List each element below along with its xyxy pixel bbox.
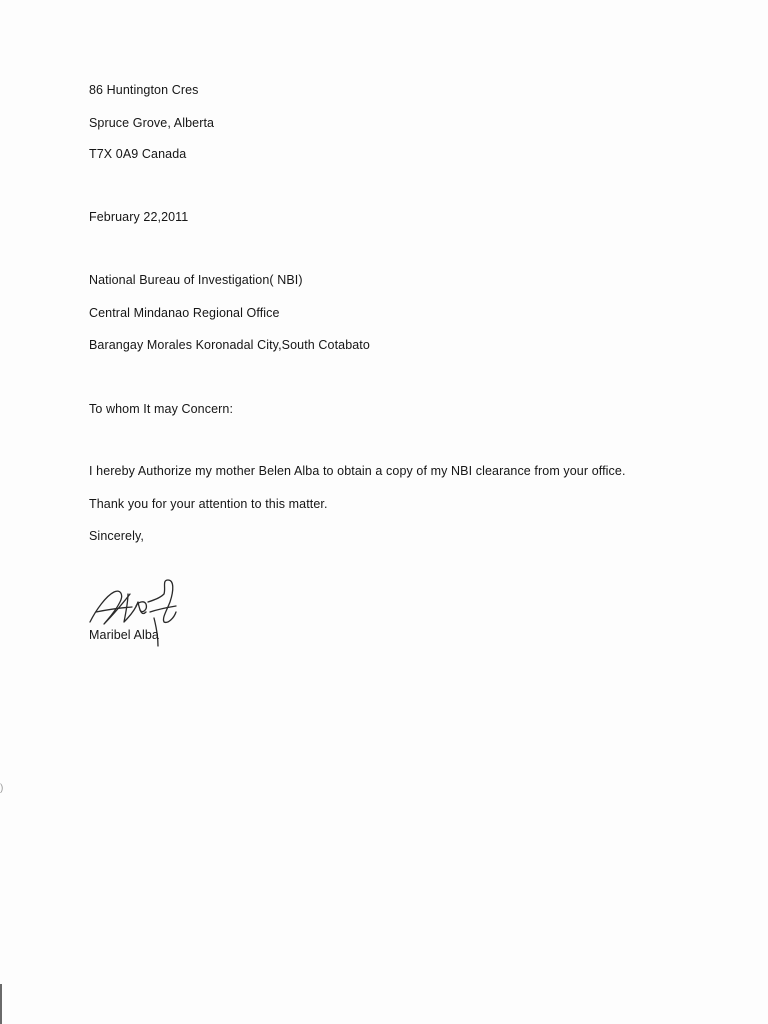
recipient-line-3: Barangay Morales Koronadal City,South Cotabato xyxy=(89,338,370,352)
letter-date: February 22,2011 xyxy=(89,210,189,224)
scan-artifact: ) xyxy=(0,783,4,794)
sender-city: Spruce Grove, Alberta xyxy=(89,116,215,130)
salutation: To whom It may Concern: xyxy=(89,402,234,416)
closing: Sincerely, xyxy=(89,529,144,543)
body-paragraph-2: Thank you for your attention to this matter. xyxy=(89,497,328,511)
body-paragraph-1: I hereby Authorize my mother Belen Alba to obtain a copy of my NBI clearance from your office. xyxy=(89,464,626,478)
sender-postal: T7X 0A9 Canada xyxy=(89,147,187,161)
signatory-name: Maribel Alba xyxy=(89,628,159,642)
sender-street: 86 Huntington Cres xyxy=(89,83,199,97)
recipient-line-1: National Bureau of Investigation( NBI) xyxy=(89,273,303,287)
recipient-line-2: Central Mindanao Regional Office xyxy=(89,306,280,320)
scan-edge-mark xyxy=(0,984,2,1024)
